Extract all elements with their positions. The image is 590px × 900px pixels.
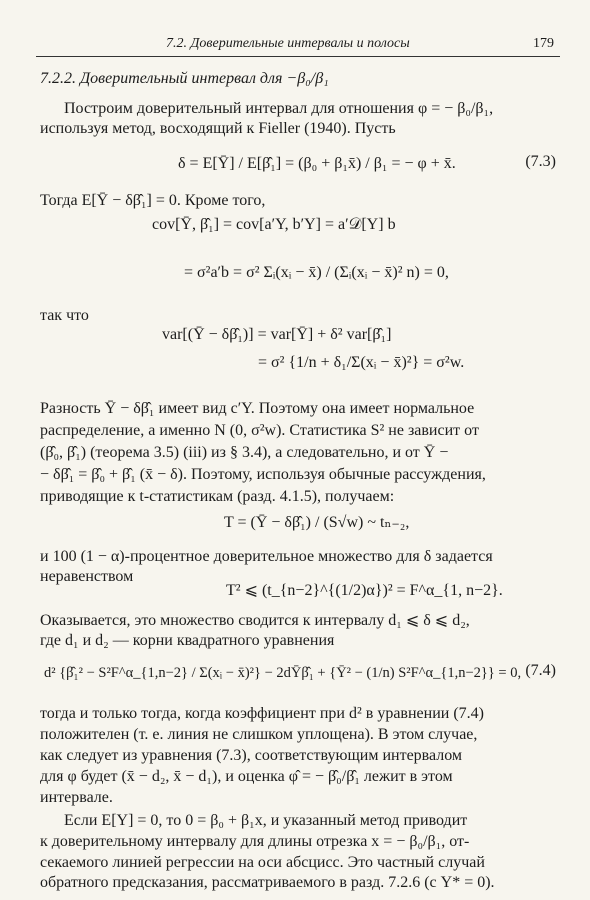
paragraph-8-line-3: секаемого линией регрессии на оси абсцисс. Это частный случай (40, 854, 485, 871)
paragraph-4-line-5: приводящие к t-статистикам (разд. 4.1.5), получаем: (40, 488, 395, 505)
header-section-title: 7.2. Доверительные интервалы и полосы (166, 36, 410, 51)
equation-cov-line-2: = σ²a′b = σ² Σᵢ(xᵢ − x̄) / (Σᵢ(xᵢ − x̄)² n) = 0, (184, 264, 449, 281)
paragraph-8-line-2: к доверительному интервалу для длины отрезка x = − β₀/β₁, от- (40, 833, 470, 850)
equation-t-statistic: T = (Ȳ − δβ̂₁) / (S√w) ~ tₙ₋₂, (224, 514, 410, 531)
paragraph-4-line-4: − δβ̂₁ = β̂₀ + β̂₁ (x̄ − δ). Поэтому, используя обычные рассуждения, (40, 466, 486, 483)
paragraph-4-line-1: Разность Ȳ − δβ̂₁ имеет вид c′Y. Поэтому она имеет нормальное (40, 400, 475, 417)
equation-7-3: δ = E[Ȳ] / E[β̂₁] = (β₀ + β₁x̄) / β₁ = − φ + x̄. (178, 155, 456, 172)
section-heading: 7.2.2. Доверительный интервал для −β₀/β₁ (40, 70, 329, 87)
paragraph-3: так что (40, 307, 89, 324)
paragraph-8-line-4: обратного предсказания, рассматриваемого в разд. 7.2.6 (с Y* = 0). (40, 874, 495, 891)
equation-inequality: T² ⩽ (t_{n−2}^{(1/2)α})² = F^α_{1, n−2}. (226, 582, 503, 599)
paragraph-1-line-1: Построим доверительный интервал для отношения φ = − β₀/β₁, (64, 100, 494, 117)
paragraph-7-line-4: для φ будет (x̄ − d₂, x̄ − d₁), и оценка φ̂ = − β̂₀/β̂₁ лежит в этом (40, 768, 453, 785)
equation-var-line-2: = σ² {1/n + δ₁/Σ(xᵢ − x̄)²} = σ²w. (258, 354, 465, 371)
equation-var-line-1: var[(Ȳ − δβ̂₁)] = var[Ȳ] + δ² var[β̂₁] (162, 326, 392, 343)
paragraph-2: Тогда E[Ȳ − δβ̂₁] = 0. Кроме того, (40, 192, 266, 209)
paragraph-7-line-1: тогда и только тогда, когда коэффициент при d² в уравнении (7.4) (40, 705, 484, 722)
paragraph-7-line-5: интервале. (40, 789, 113, 806)
paragraph-5-line-1: и 100 (1 − α)-процентное доверительное множество для δ задается (40, 548, 493, 565)
paragraph-7-line-2: положителен (т. е. линия не слишком уплощена). В этом случае, (40, 726, 478, 743)
paragraph-5-line-2: неравенством (40, 568, 134, 585)
paragraph-7-line-3: как следует из уравнения (7.3), соответствующим интервалом (40, 747, 463, 764)
equation-number-7-3: (7.3) (525, 153, 556, 170)
paragraph-4-line-3: (β̂₀, β̂₁) (теорема 3.5) (iii) из § 3.4), а следовательно, и от Ȳ − (40, 444, 449, 461)
paragraph-1-line-2: используя метод, восходящий к Fieller (1940). Пусть (40, 120, 396, 137)
equation-cov-line-1: cov[Ȳ, β̂₁] = cov[a′Y, b′Y] = a′𝒟[Y] b (152, 216, 396, 233)
paragraph-6-line-2: где d₁ и d₂ — корни квадратного уравнения (40, 632, 335, 649)
equation-number-7-4: (7.4) (525, 662, 556, 679)
paragraph-4-line-2: распределение, а именно N (0, σ²w). Статистика S² не зависит от (40, 422, 479, 439)
paragraph-8-line-1: Если E[Y] = 0, то 0 = β₀ + β₁x, и указанный метод приводит (64, 812, 468, 829)
page-number: 179 (533, 36, 554, 51)
paragraph-6-line-1: Оказывается, это множество сводится к интервалу d₁ ⩽ δ ⩽ d₂, (40, 612, 470, 629)
equation-7-4: d² {β̂₁² − S²F^α_{1,n−2} / Σ(xᵢ − x̄)²} − 2dȲβ̂₁ + {Ȳ² − (1/n) S²F^α_{1,n−2}} = 0, (44, 665, 522, 681)
running-header (36, 32, 560, 57)
